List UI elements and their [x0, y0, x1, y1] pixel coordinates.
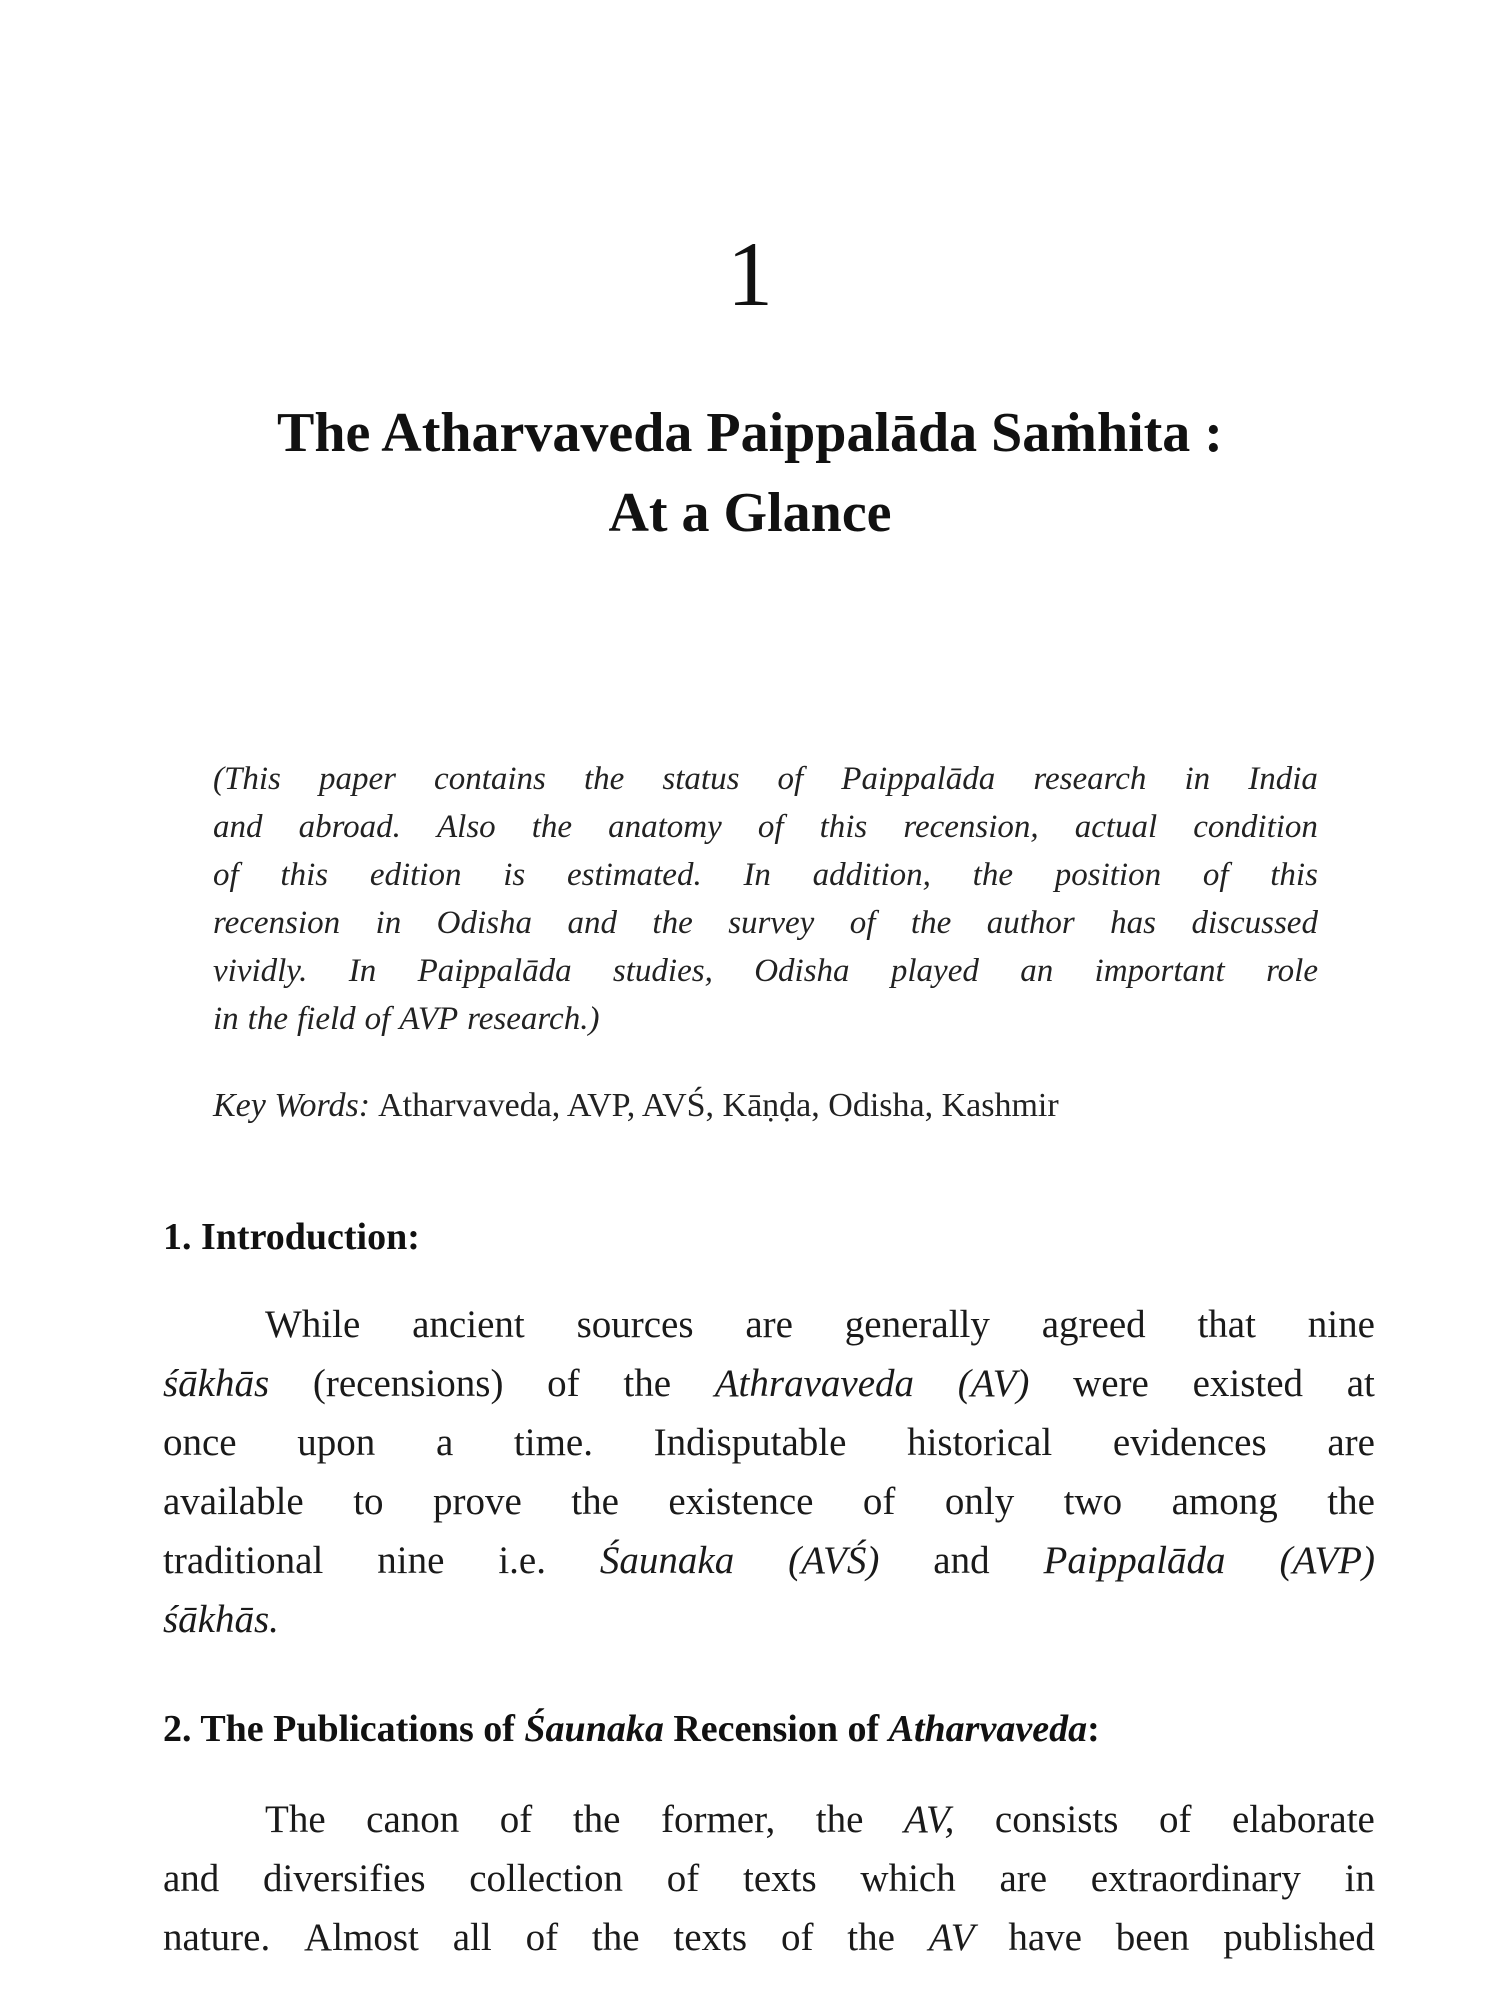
word: Also: [437, 809, 496, 845]
word: the: [571, 1480, 619, 1523]
word: the: [847, 1916, 895, 1959]
word: and: [163, 1857, 220, 1900]
word: edition: [369, 857, 462, 893]
word: nature.: [163, 1916, 271, 1959]
word: generally: [844, 1303, 990, 1346]
word: are: [999, 1857, 1048, 1900]
word: (AVP): [1279, 1539, 1375, 1582]
word: which: [860, 1857, 956, 1900]
text-line: [163, 1531, 1375, 1590]
word: śākhās: [163, 1362, 270, 1405]
text-line: [213, 947, 1318, 995]
word: India: [1248, 761, 1318, 797]
word: the: [591, 1916, 640, 1959]
word: survey: [728, 905, 815, 941]
word: and: [567, 905, 617, 941]
keywords-label: Key Words:: [213, 1087, 371, 1124]
word: condition: [1193, 809, 1318, 845]
word: the: [652, 905, 693, 941]
chapter-number: 1: [727, 223, 773, 325]
word: of: [757, 809, 784, 845]
word: Paippalāda: [417, 953, 572, 989]
word: collection: [469, 1857, 624, 1900]
word: in: [1344, 1857, 1375, 1900]
word: of: [364, 1001, 391, 1037]
word: addition,: [812, 857, 931, 893]
text-line: [163, 1590, 1375, 1649]
section-heading-introduction: 1. Introduction:: [163, 1216, 420, 1258]
word: AVP: [399, 1001, 459, 1037]
word: AV,: [903, 1798, 955, 1841]
word: in: [375, 905, 402, 941]
word: of: [499, 1798, 533, 1841]
word: recension,: [903, 809, 1039, 845]
text-line: [213, 755, 1318, 803]
word: Odisha: [754, 953, 850, 989]
word: estimated.: [566, 857, 702, 893]
word: studies,: [612, 953, 713, 989]
word: a: [435, 1421, 454, 1464]
word: research.): [467, 1001, 600, 1037]
word: of: [849, 905, 876, 941]
word: prove: [433, 1480, 522, 1523]
word: Paippalāda: [1043, 1539, 1226, 1582]
word: In: [743, 857, 771, 893]
word: i.e.: [498, 1539, 546, 1582]
word: consists: [994, 1798, 1119, 1841]
word: is: [503, 857, 526, 893]
keywords: [213, 1087, 1059, 1125]
word: of: [1158, 1798, 1192, 1841]
word: paper: [318, 761, 396, 797]
word: this: [819, 809, 868, 845]
word: The: [265, 1798, 326, 1841]
text-line: [213, 851, 1318, 899]
word: vividly.: [213, 953, 308, 989]
word: to: [353, 1480, 384, 1523]
word: Odisha: [436, 905, 532, 941]
word: the: [910, 905, 952, 941]
word: traditional: [163, 1539, 324, 1582]
text-line: [163, 1354, 1375, 1413]
word: nine: [377, 1539, 445, 1582]
word: śākhās.: [163, 1598, 279, 1641]
word: played: [890, 953, 979, 989]
abstract: [213, 755, 1318, 1043]
word: that: [1197, 1303, 1256, 1346]
word: once: [163, 1421, 237, 1464]
word: While: [265, 1303, 361, 1346]
word: texts: [673, 1916, 748, 1959]
word: have: [1008, 1916, 1082, 1959]
word: of: [525, 1916, 559, 1959]
word: of: [547, 1362, 580, 1405]
keywords-text: Atharvaveda, AVP, AVŚ, Kāṇḍa, Odisha, Kashmir: [378, 1087, 1059, 1124]
word: Paippalāda: [841, 761, 996, 797]
word: this: [1270, 857, 1318, 893]
word: role: [1266, 953, 1318, 989]
text-line: [213, 803, 1318, 851]
word: were: [1073, 1362, 1149, 1405]
word: abroad.: [298, 809, 401, 845]
word: of: [862, 1480, 896, 1523]
word: Śaunaka: [599, 1539, 735, 1582]
word: agreed: [1041, 1303, 1146, 1346]
word: available: [163, 1480, 304, 1523]
word: In: [348, 953, 377, 989]
word: ancient: [412, 1303, 525, 1346]
text-line: [163, 1790, 1375, 1849]
word: published: [1223, 1916, 1375, 1959]
word: (AV): [957, 1362, 1030, 1405]
word: only: [944, 1480, 1015, 1523]
word: the: [247, 1001, 288, 1037]
word: has: [1110, 905, 1156, 941]
word: all: [452, 1916, 492, 1959]
word: (This: [213, 761, 281, 797]
publications-paragraph: [163, 1790, 1375, 1967]
word: and: [933, 1539, 990, 1582]
word: two: [1063, 1480, 1123, 1523]
word: (AVŚ): [788, 1539, 880, 1582]
word: and: [213, 809, 263, 845]
word: the: [583, 761, 625, 797]
word: Almost: [304, 1916, 419, 1959]
word: extraordinary: [1090, 1857, 1301, 1900]
introduction-paragraph: [163, 1295, 1375, 1649]
word: field: [297, 1001, 356, 1037]
word: research: [1033, 761, 1147, 797]
word: in: [1184, 761, 1211, 797]
word: important: [1094, 953, 1225, 989]
text-line: [163, 1908, 1375, 1967]
word: existed: [1192, 1362, 1304, 1405]
word: discussed: [1191, 905, 1318, 941]
word: evidences: [1112, 1421, 1267, 1464]
text-line: [163, 1849, 1375, 1908]
word: the: [1327, 1480, 1375, 1523]
word: this: [280, 857, 329, 893]
word: time.: [513, 1421, 593, 1464]
word: of: [666, 1857, 700, 1900]
text-line: [213, 995, 1318, 1043]
word: actual: [1074, 809, 1158, 845]
word: of: [1202, 857, 1229, 893]
word: nine: [1307, 1303, 1375, 1346]
word: among: [1171, 1480, 1278, 1523]
word: anatomy: [608, 809, 722, 845]
word: author: [986, 905, 1075, 941]
word: historical: [907, 1421, 1053, 1464]
word: of: [777, 761, 804, 797]
word: the: [531, 809, 573, 845]
word: the: [572, 1798, 621, 1841]
word: the: [815, 1798, 864, 1841]
word: status: [662, 761, 740, 797]
word: the: [623, 1362, 672, 1405]
text-line: [163, 1413, 1375, 1472]
word: former,: [660, 1798, 776, 1841]
word: an: [1020, 953, 1054, 989]
word: elaborate: [1231, 1798, 1375, 1841]
word: sources: [576, 1303, 694, 1346]
word: diversifies: [263, 1857, 426, 1900]
word: upon: [297, 1421, 376, 1464]
word: existence: [668, 1480, 814, 1523]
word: of: [213, 857, 239, 893]
word: (recensions): [312, 1362, 504, 1405]
chapter-title-line-1: The Atharvaveda Paippalāda Saṁhita :: [277, 402, 1223, 464]
word: Athravaveda: [714, 1362, 914, 1405]
word: texts: [743, 1857, 817, 1900]
text-line: [163, 1295, 1375, 1354]
word: recension: [213, 905, 341, 941]
word: AV: [928, 1916, 975, 1959]
section-heading-publications: 2. The Publications of Śaunaka Recension of Atharvaveda:: [163, 1708, 1100, 1750]
word: Indisputable: [653, 1421, 847, 1464]
chapter-title-line-2: At a Glance: [608, 482, 892, 544]
word: contains: [434, 761, 546, 797]
word: at: [1346, 1362, 1375, 1405]
word: are: [745, 1303, 793, 1346]
word: the: [972, 857, 1013, 893]
word: canon: [366, 1798, 460, 1841]
word: position: [1054, 857, 1162, 893]
text-line: [213, 899, 1318, 947]
word: been: [1115, 1916, 1190, 1959]
word: are: [1327, 1421, 1375, 1464]
word: in: [213, 1001, 239, 1037]
text-line: [163, 1472, 1375, 1531]
word: of: [780, 1916, 814, 1959]
